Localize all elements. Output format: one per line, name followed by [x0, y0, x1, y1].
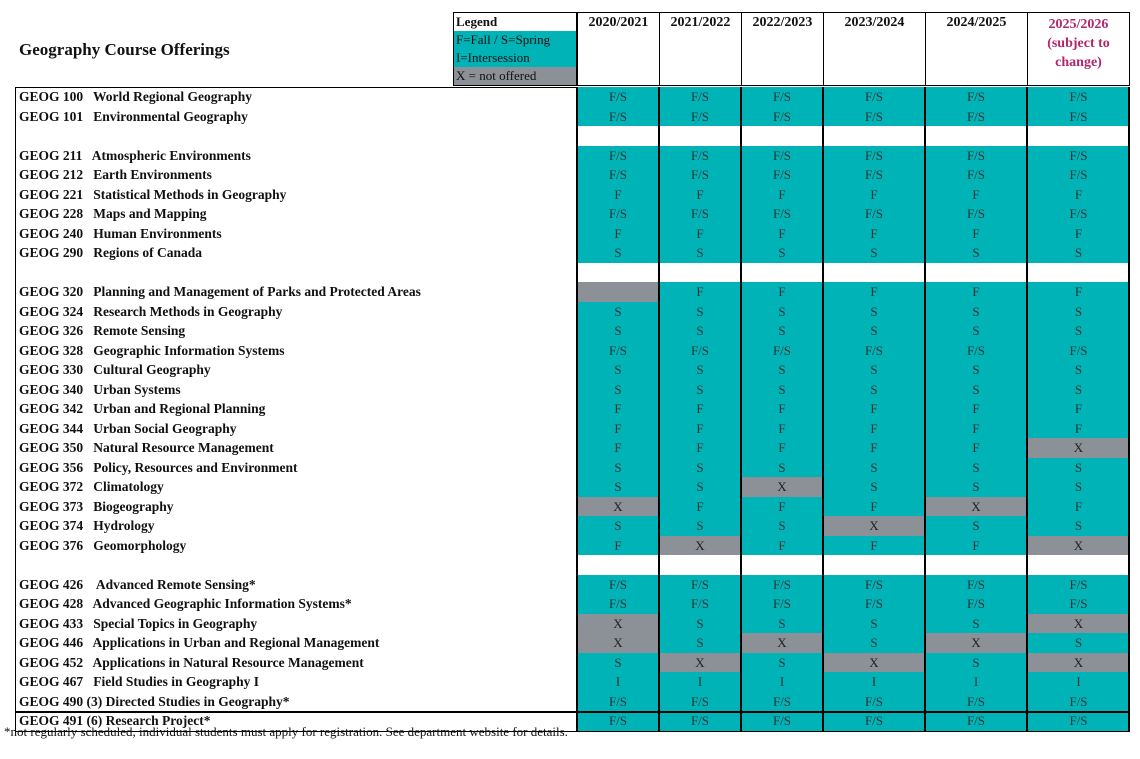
offering-cell: F — [925, 282, 1027, 302]
offering-cell: F — [925, 536, 1027, 556]
offering-cell: F/S — [741, 204, 823, 224]
table-row — [15, 536, 1130, 556]
offering-cell: F — [823, 185, 925, 205]
table-row — [15, 614, 1130, 634]
spacer-cell — [577, 555, 659, 575]
offering-cell: F — [577, 185, 659, 205]
offering-cell: F — [577, 399, 659, 419]
offering-cell: S — [1027, 321, 1130, 341]
table-row — [15, 399, 1130, 419]
offering-cell: S — [823, 614, 925, 634]
course-name: GEOG 372 Climatology — [19, 479, 164, 494]
offering-cell: F — [823, 399, 925, 419]
offering-cell: X — [577, 497, 659, 517]
table-row — [15, 107, 1130, 127]
offering-cell: F — [823, 497, 925, 517]
spacer-cell — [925, 555, 1027, 575]
offering-cell: S — [741, 614, 823, 634]
column-divider — [822, 87, 824, 732]
offering-cell: S — [925, 360, 1027, 380]
future-year-note-1: (subject to — [1047, 36, 1110, 51]
offering-cell: I — [741, 672, 823, 692]
offering-cell: F/S — [823, 87, 925, 107]
offering-cell: S — [577, 302, 659, 322]
offering-cell: F/S — [659, 107, 741, 127]
offering-cell: F/S — [925, 575, 1027, 595]
offering-cell: F/S — [577, 341, 659, 361]
course-name: GEOG 228 Maps and Mapping — [19, 206, 207, 221]
spacer-cell — [741, 555, 823, 575]
offering-cell: F/S — [823, 107, 925, 127]
table-row — [15, 477, 1130, 497]
offering-cell: S — [741, 243, 823, 263]
offering-cell: S — [1027, 243, 1130, 263]
spacer-cell — [659, 555, 741, 575]
table-row — [15, 224, 1130, 244]
table-row — [15, 497, 1130, 517]
legend-fall-spring: F=Fall / S=Spring — [454, 31, 576, 49]
offering-cell: F/S — [577, 146, 659, 166]
offering-cell: X — [741, 633, 823, 653]
offering-cell: S — [577, 321, 659, 341]
offering-cell: F — [823, 438, 925, 458]
offering-cell: F — [577, 438, 659, 458]
spacer-cell — [659, 263, 741, 283]
offering-cell: F — [659, 185, 741, 205]
table-row — [15, 575, 1130, 595]
spacer-cell — [1027, 126, 1130, 146]
offering-cell: X — [1027, 438, 1130, 458]
offering-cell: F — [925, 224, 1027, 244]
spacer-cell — [1027, 263, 1130, 283]
column-divider — [576, 87, 578, 732]
table-row — [15, 458, 1130, 478]
offering-cell: F/S — [577, 204, 659, 224]
offering-cell: S — [823, 477, 925, 497]
legend-title: Legend — [454, 13, 576, 31]
offering-cell: F/S — [741, 594, 823, 614]
legend-box — [453, 12, 577, 86]
offering-cell: S — [823, 633, 925, 653]
offering-cell: S — [925, 653, 1027, 673]
offering-cell: F/S — [741, 711, 823, 731]
offering-cell: S — [659, 360, 741, 380]
offering-cell: I — [577, 672, 659, 692]
offering-cell: S — [925, 302, 1027, 322]
offering-cell: X — [659, 536, 741, 556]
offering-cell: X — [925, 497, 1027, 517]
table-row — [15, 692, 1130, 712]
offering-cell: X — [1027, 536, 1130, 556]
offering-cell: F — [823, 419, 925, 439]
column-divider — [1128, 87, 1130, 732]
spacer-cell — [823, 555, 925, 575]
offering-cell: S — [659, 516, 741, 536]
table-row — [15, 594, 1130, 614]
offering-cell: X — [1027, 653, 1130, 673]
offering-cell: X — [577, 633, 659, 653]
offering-cell: F — [659, 399, 741, 419]
offering-cell: S — [741, 321, 823, 341]
offering-cell: F — [1027, 185, 1130, 205]
offering-cell: S — [741, 458, 823, 478]
table-row — [15, 185, 1130, 205]
year-header-2020: 2020/2021 — [577, 12, 660, 86]
offering-cell: I — [823, 672, 925, 692]
offering-cell: F — [741, 185, 823, 205]
offering-cell: F/S — [1027, 204, 1130, 224]
offering-cell: F/S — [1027, 711, 1130, 731]
offering-cell: F/S — [659, 711, 741, 731]
course-name: GEOG 433 Special Topics in Geography — [19, 615, 258, 631]
offering-cell: F — [577, 224, 659, 244]
course-name: GEOG 452 Applications in Natural Resource Management — [19, 654, 364, 670]
offering-cell: F/S — [741, 87, 823, 107]
offering-cell: S — [1027, 380, 1130, 400]
course-name: GEOG 101 Environmental Geography — [19, 108, 248, 124]
table-row — [15, 146, 1130, 166]
offering-cell: F — [741, 438, 823, 458]
year-header-2025-future — [1027, 12, 1130, 86]
offering-cell: F/S — [659, 87, 741, 107]
offering-cell: F/S — [741, 341, 823, 361]
table-row — [15, 653, 1130, 673]
offering-cell: F/S — [577, 87, 659, 107]
row-spacer — [15, 263, 1130, 283]
offering-cell: S — [741, 360, 823, 380]
offering-cell: S — [659, 458, 741, 478]
offering-cell: S — [659, 302, 741, 322]
offering-cell: S — [659, 614, 741, 634]
table-row — [15, 633, 1130, 653]
offering-cell: F/S — [925, 594, 1027, 614]
course-name: GEOG 240 Human Environments — [19, 225, 222, 241]
offering-cell: S — [925, 380, 1027, 400]
offering-cell: F/S — [1027, 165, 1130, 185]
course-name: GEOG 373 Biogeography — [19, 498, 174, 514]
offering-cell: S — [823, 458, 925, 478]
year-header-2021: 2021/2022 — [659, 12, 742, 86]
offering-cell: F/S — [823, 204, 925, 224]
offering-cell: S — [1027, 360, 1130, 380]
course-name: GEOG 350 Natural Resource Management — [19, 440, 274, 455]
offering-cell: F — [741, 419, 823, 439]
legend-not-offered: X = not offered — [454, 67, 576, 85]
offering-cell: F — [925, 438, 1027, 458]
offering-cell: S — [1027, 302, 1130, 322]
offering-cell: I — [659, 672, 741, 692]
offering-cell: F — [925, 399, 1027, 419]
offering-cell: F — [741, 399, 823, 419]
offering-cell: S — [577, 516, 659, 536]
table-row — [15, 419, 1130, 439]
course-name: GEOG 326 Remote Sensing — [19, 323, 186, 338]
last-row-divider — [15, 711, 1130, 713]
offering-cell: F/S — [925, 341, 1027, 361]
offering-cell: S — [741, 380, 823, 400]
row-spacer — [15, 126, 1130, 146]
offering-cell: X — [659, 653, 741, 673]
table-row — [15, 204, 1130, 224]
offering-cell: X — [741, 477, 823, 497]
offering-cell: F/S — [1027, 594, 1130, 614]
offering-cell: F/S — [823, 341, 925, 361]
offering-cell: F/S — [823, 575, 925, 595]
offering-cell: F/S — [741, 575, 823, 595]
table-row — [15, 360, 1130, 380]
offering-cell: S — [823, 360, 925, 380]
offering-cell: S — [823, 321, 925, 341]
course-name: GEOG 356 Policy, Resources and Environment — [19, 459, 298, 475]
offering-cell: S — [925, 458, 1027, 478]
year-header-2023: 2023/2024 — [823, 12, 926, 86]
footnote: *not regularly scheduled, individual students must apply for registration. See department website for details. — [4, 724, 568, 739]
offering-cell: F/S — [577, 575, 659, 595]
spacer-cell — [741, 126, 823, 146]
offering-cell: S — [577, 360, 659, 380]
offering-cell: F/S — [1027, 146, 1130, 166]
offering-cell: S — [925, 516, 1027, 536]
offering-cell: X — [925, 633, 1027, 653]
table-row — [15, 341, 1130, 361]
offering-cell: F/S — [823, 692, 925, 712]
course-name: GEOG 344 Urban Social Geography — [19, 420, 237, 436]
offering-cell: F — [741, 282, 823, 302]
spacer-cell — [823, 263, 925, 283]
offering-cell: F/S — [577, 107, 659, 127]
table-row — [15, 302, 1130, 322]
offering-cell: F/S — [925, 146, 1027, 166]
table-row — [15, 321, 1130, 341]
offering-cell: S — [925, 614, 1027, 634]
offering-cell: F/S — [925, 107, 1027, 127]
offering-cell: S — [577, 458, 659, 478]
offering-cell: S — [577, 380, 659, 400]
offering-cell: S — [659, 321, 741, 341]
course-name: GEOG 428 Advanced Geographic Information Systems* — [19, 596, 352, 611]
course-name: GEOG 340 Urban Systems — [19, 381, 181, 397]
year-header-2024: 2024/2025 — [925, 12, 1028, 86]
offering-cell: F/S — [823, 711, 925, 731]
column-divider — [658, 87, 660, 732]
spacer-cell — [1027, 555, 1130, 575]
table-row — [15, 438, 1130, 458]
offering-cell: F/S — [659, 594, 741, 614]
course-name: GEOG 320 Planning and Management of Parks and Protected Areas — [19, 284, 421, 299]
offering-cell: F — [925, 419, 1027, 439]
offering-cell: F/S — [925, 165, 1027, 185]
offering-cell: F — [659, 438, 741, 458]
legend-intersession: I=Intersession — [454, 49, 576, 67]
offering-cell: X — [1027, 614, 1130, 634]
course-name: GEOG 324 Research Methods in Geography — [19, 303, 283, 319]
table-row — [15, 243, 1130, 263]
offering-cell: F/S — [1027, 107, 1130, 127]
table-row — [15, 165, 1130, 185]
offering-cell: S — [925, 477, 1027, 497]
offering-cell: F — [1027, 224, 1130, 244]
course-name: GEOG 330 Cultural Geography — [19, 362, 211, 377]
spacer-cell — [659, 126, 741, 146]
offering-cell: F — [1027, 419, 1130, 439]
table-row — [15, 380, 1130, 400]
offering-cell: X — [823, 653, 925, 673]
offering-cell: F/S — [925, 204, 1027, 224]
spacer-cell — [577, 126, 659, 146]
offering-cell: F/S — [741, 165, 823, 185]
offering-cell: F — [741, 224, 823, 244]
offering-cell: F — [659, 224, 741, 244]
offering-cell: F/S — [823, 146, 925, 166]
spacer-cell — [577, 263, 659, 283]
offering-cell: I — [925, 672, 1027, 692]
offering-cell: F/S — [659, 341, 741, 361]
offering-cell: F — [577, 536, 659, 556]
offering-cell: S — [1027, 477, 1130, 497]
offering-cell: S — [741, 302, 823, 322]
offering-cell: S — [925, 321, 1027, 341]
offering-cell: F/S — [1027, 575, 1130, 595]
offering-cell: F/S — [1027, 341, 1130, 361]
course-offerings-sheet — [15, 12, 1130, 728]
spacer-cell — [925, 126, 1027, 146]
course-name: GEOG 290 Regions of Canada — [19, 245, 203, 260]
offering-cell: F — [577, 419, 659, 439]
offering-cell: F/S — [741, 146, 823, 166]
spacer-cell — [925, 263, 1027, 283]
offering-cell: S — [659, 243, 741, 263]
course-name: GEOG 446 Applications in Urban and Regional Management — [19, 635, 380, 650]
offering-cell: S — [659, 380, 741, 400]
course-name: GEOG 374 Hydrology — [19, 518, 155, 533]
offering-cell: F/S — [659, 204, 741, 224]
offering-cell: F — [1027, 399, 1130, 419]
course-name: GEOG 212 Earth Environments — [19, 167, 212, 182]
course-name: GEOG 490 (3) Directed Studies in Geography* — [19, 693, 290, 709]
offering-cell: F/S — [741, 692, 823, 712]
table-header — [15, 12, 1130, 88]
offering-cell: S — [577, 477, 659, 497]
offering-cell: S — [823, 302, 925, 322]
offering-cell: F/S — [1027, 87, 1130, 107]
future-year-label: 2025/2026 — [1048, 17, 1109, 32]
spacer-cell — [741, 263, 823, 283]
offering-cell: F/S — [823, 594, 925, 614]
table-row — [15, 87, 1130, 107]
offering-cell: S — [577, 243, 659, 263]
column-divider — [924, 87, 926, 732]
offering-cell: F/S — [659, 146, 741, 166]
offering-cell — [577, 282, 659, 302]
offering-cell: F/S — [741, 107, 823, 127]
table-row — [15, 672, 1130, 692]
course-name: GEOG 426 Advanced Remote Sensing* — [19, 576, 256, 592]
offering-cell: S — [823, 380, 925, 400]
table-row — [15, 516, 1130, 536]
offering-cell: S — [659, 633, 741, 653]
offering-cell: F — [659, 497, 741, 517]
offering-cell: X — [577, 614, 659, 634]
offering-cell: F/S — [925, 87, 1027, 107]
column-divider — [740, 87, 742, 732]
year-header-2022: 2022/2023 — [741, 12, 824, 86]
offering-cell: F — [1027, 497, 1130, 517]
offering-cell: F/S — [577, 594, 659, 614]
course-name: GEOG 491 (6) Research Project* — [19, 713, 211, 728]
offering-cell: F — [925, 185, 1027, 205]
course-name: GEOG 376 Geomorphology — [19, 537, 187, 553]
offering-cell: X — [823, 516, 925, 536]
row-spacer — [15, 555, 1130, 575]
spacer-cell — [823, 126, 925, 146]
offering-cell: S — [1027, 516, 1130, 536]
offering-cell: F — [741, 497, 823, 517]
offering-cell: S — [925, 243, 1027, 263]
offering-cell: F — [659, 419, 741, 439]
offering-cell: F/S — [925, 692, 1027, 712]
course-name: GEOG 328 Geographic Information Systems — [19, 342, 285, 358]
offering-cell: F/S — [577, 692, 659, 712]
offering-cell: F — [823, 224, 925, 244]
offering-cell: S — [659, 477, 741, 497]
offering-cell: F/S — [577, 711, 659, 731]
offering-cell: F/S — [1027, 692, 1130, 712]
future-year-note-2: change) — [1055, 55, 1102, 70]
offering-cell: S — [823, 243, 925, 263]
course-name: GEOG 211 Atmospheric Environments — [19, 147, 251, 163]
offering-cell: S — [741, 516, 823, 536]
offering-cell: F/S — [659, 575, 741, 595]
offering-cell: F/S — [823, 165, 925, 185]
column-divider — [1026, 87, 1028, 732]
offering-cell: F — [823, 282, 925, 302]
course-name: GEOG 342 Urban and Regional Planning — [19, 401, 266, 416]
offering-cell: F — [1027, 282, 1130, 302]
course-name: GEOG 221 Statistical Methods in Geography — [19, 186, 287, 202]
offering-cell: F/S — [659, 165, 741, 185]
offering-cell: I — [1027, 672, 1130, 692]
offering-cell: S — [1027, 633, 1130, 653]
offering-cell: F — [659, 282, 741, 302]
course-name: GEOG 100 World Regional Geography — [19, 89, 253, 104]
course-name: GEOG 467 Field Studies in Geography I — [19, 674, 260, 689]
offering-cell: F — [741, 536, 823, 556]
offering-cell: S — [1027, 458, 1130, 478]
offering-cell: S — [741, 653, 823, 673]
offering-cell: F/S — [925, 711, 1027, 731]
offering-cell: S — [577, 653, 659, 673]
table-row — [15, 282, 1130, 302]
offering-cell: F — [823, 536, 925, 556]
offering-cell: F/S — [659, 692, 741, 712]
page-title: Geography Course Offerings — [19, 40, 230, 59]
offering-cell: F/S — [577, 165, 659, 185]
